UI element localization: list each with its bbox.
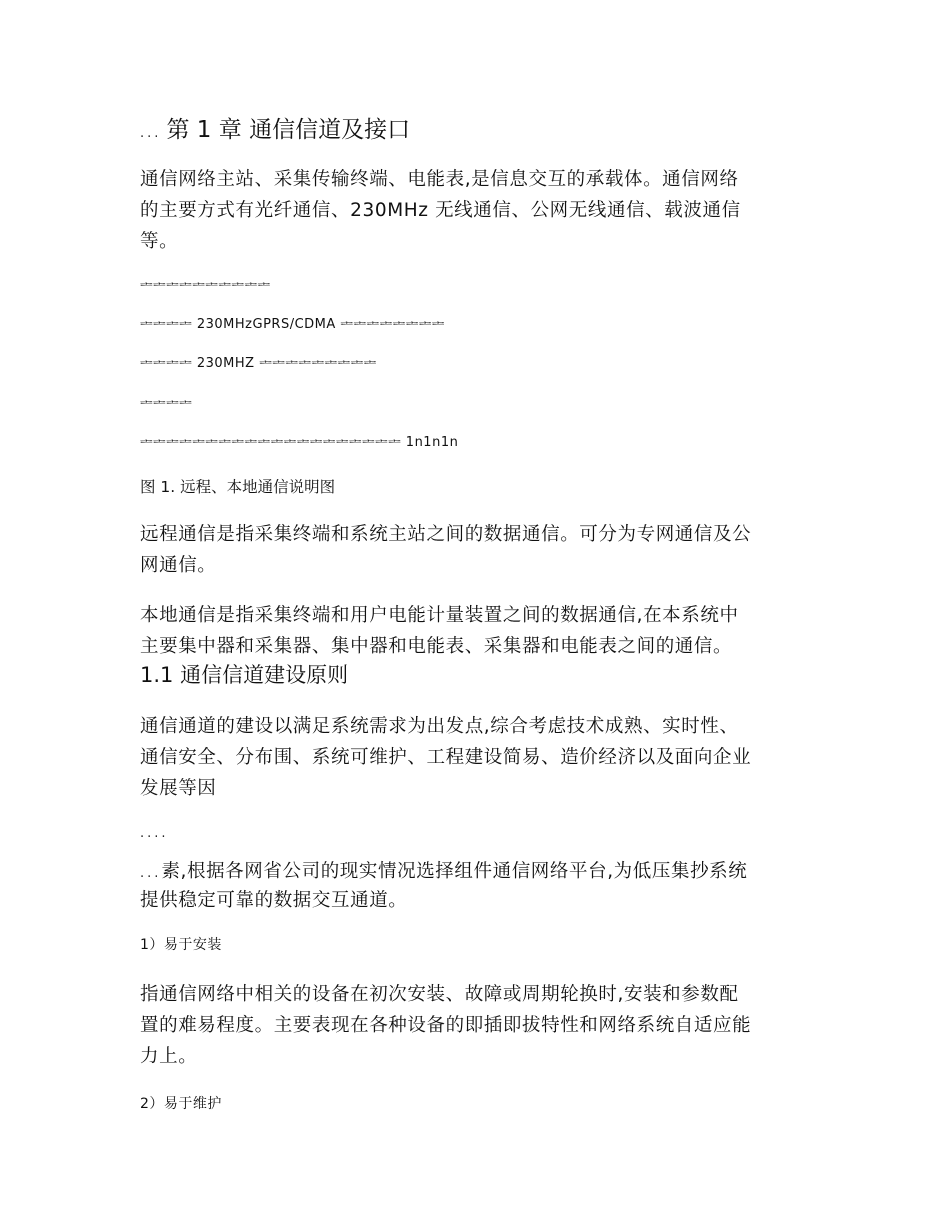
item1-line: 置的难易程度。主要表现在各种设备的即插即拔特性和网络系统自适应能 (140, 1015, 752, 1036)
chapter-title: 第 1 章 通信信道及接口 (166, 117, 411, 143)
item1-paragraph (140, 979, 820, 1072)
chapter-heading (140, 115, 410, 145)
leading-dots: ... (140, 126, 162, 141)
remote-paragraph (140, 519, 820, 581)
figure-text-line: ᆂᆂᆂᆂ (140, 396, 193, 411)
item1-line: 指通信网络中相关的设备在初次安装、故障或周期轮换时,安装和参数配 (140, 984, 739, 1005)
figure-text-line: ᆂᆂᆂᆂᆂᆂᆂᆂᆂᆂ (140, 278, 271, 293)
intro-line: 的主要方式有光纤通信、230MHz 无线通信、公网无线通信、载波通信 (140, 200, 741, 221)
local-paragraph (140, 600, 820, 662)
item-title: 2）易于维护 (140, 1096, 222, 1112)
continuation-paragraph (140, 858, 820, 914)
remote-line: 网通信。 (140, 555, 217, 576)
local-line: 主要集中器和采集器、集中器和电能表、采集器和电能表之间的通信。 (140, 636, 733, 657)
continuation-line: 提供稳定可靠的数据交互通道。 (140, 890, 408, 911)
intro-line: 等。 (140, 231, 179, 252)
continuation-line (140, 858, 820, 887)
separator-dots: .... (140, 826, 169, 841)
figure-caption: 图 1. 远程、本地通信说明图 (140, 478, 336, 496)
figure-text-line: ᆂᆂᆂᆂ 230MHZ ᆂᆂᆂᆂᆂᆂᆂᆂᆂ (140, 356, 377, 371)
figure-text-line: ᆂᆂᆂᆂᆂᆂᆂᆂᆂᆂᆂᆂᆂᆂᆂᆂᆂᆂᆂᆂ 1n1n1n (140, 435, 459, 450)
intro-line: 通信网络主站、采集传输终端、电能表,是信息交互的承载体。通信网络 (140, 169, 739, 190)
principle-line: 发展等因 (140, 778, 217, 799)
local-line: 本地通信是指采集终端和用户电能计量装置之间的数据通信,在本系统中 (140, 605, 739, 626)
continuation-text: 素,根据各网省公司的现实情况选择组件通信网络平台,为低压集抄系统 (161, 861, 748, 882)
principle-line: 通信安全、分布围、系统可维护、工程建设简易、造价经济以及面向企业 (140, 747, 752, 768)
item-title: 1）易于安装 (140, 937, 222, 953)
principle-paragraph (140, 711, 820, 804)
intro-paragraph (140, 164, 820, 257)
item1-line: 力上。 (140, 1046, 198, 1067)
principle-line: 通信通道的建设以满足系统需求为出发点,综合考虑技术成熟、实时性、 (140, 716, 739, 737)
section-title: 1.1 通信信道建设原则 (140, 663, 349, 687)
remote-line: 远程通信是指采集终端和系统主站之间的数据通信。可分为专网通信及公 (140, 524, 752, 545)
leading-dots: ... (140, 866, 162, 881)
figure-text-line: ᆂᆂᆂᆂ 230MHzGPRS/CDMA ᆂᆂᆂᆂᆂᆂᆂᆂ (140, 317, 445, 332)
